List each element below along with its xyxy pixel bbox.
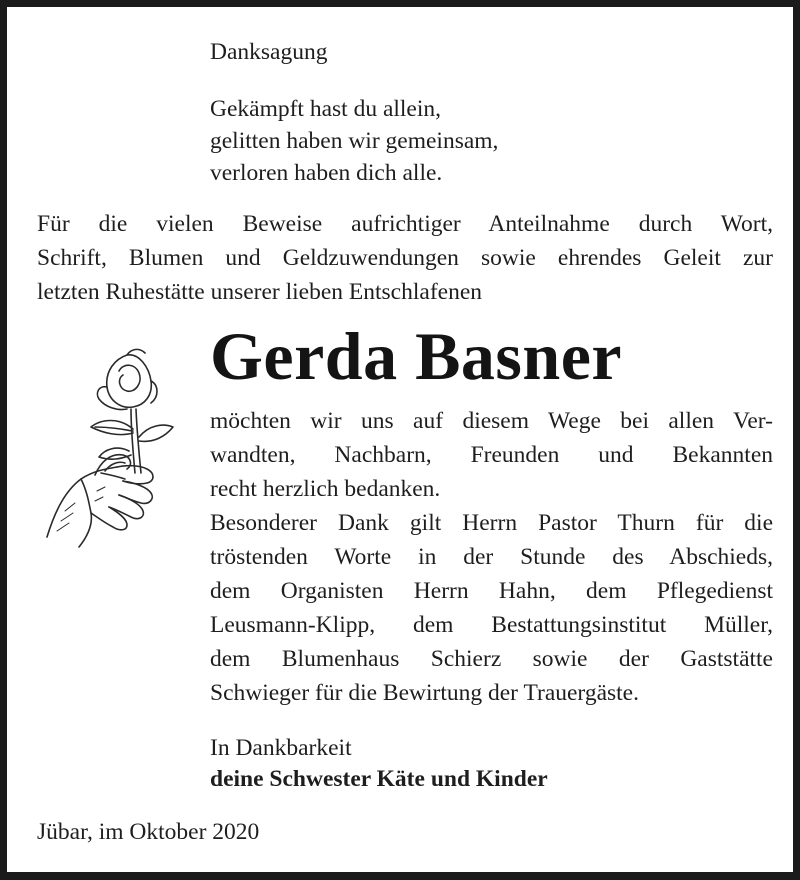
notice-heading: Danksagung — [210, 39, 328, 65]
intro-paragraph — [37, 207, 773, 309]
thanks-line: Besonderer Dank gilt Herrn Pastor Thurn für die — [210, 510, 773, 536]
poem — [210, 93, 498, 189]
signers: deine Schwester Käte und Kinder — [210, 766, 548, 792]
intro-line: letzten Ruhestätte unserer lieben Entschlafenen — [37, 279, 483, 305]
deceased-name: Gerda Basner — [210, 318, 623, 394]
rose-in-hand-icon — [35, 341, 185, 551]
closing-phrase: In Dankbarkeit — [210, 735, 352, 761]
thanks-line: recht herzlich bedanken. — [210, 476, 441, 502]
poem-line: verloren haben dich alle. — [210, 160, 443, 186]
thanks-paragraph — [210, 404, 773, 710]
place-and-date: Jübar, im Oktober 2020 — [37, 819, 260, 845]
thanks-line: wandten, Nachbarn, Freunden und Bekannten — [210, 442, 773, 468]
poem-line: gelitten haben wir gemeinsam, — [210, 128, 499, 154]
intro-line: Schrift, Blumen und Geldzuwendungen sowie ehrendes Geleit zur — [37, 245, 773, 271]
thanks-line: möchten wir uns auf diesem Wege bei allen Ver- — [210, 408, 773, 434]
thanks-line: Schwieger für die Bewirtung der Trauergäste. — [210, 680, 639, 706]
thanks-line: dem Blumenhaus Schierz sowie der Gaststätte — [210, 646, 773, 672]
intro-line: Für die vielen Beweise aufrichtiger Anteilnahme durch Wort, — [37, 211, 773, 237]
closing-block — [210, 733, 548, 795]
poem-line: Gekämpft hast du allein, — [210, 96, 442, 122]
thanks-line: Leusmann-Klipp, dem Bestattungsinstitut Müller, — [210, 612, 773, 638]
thanks-line: dem Organisten Herrn Hahn, dem Pflegedienst — [210, 578, 773, 604]
thanks-line: tröstenden Worte in der Stunde des Abschieds, — [210, 544, 773, 570]
